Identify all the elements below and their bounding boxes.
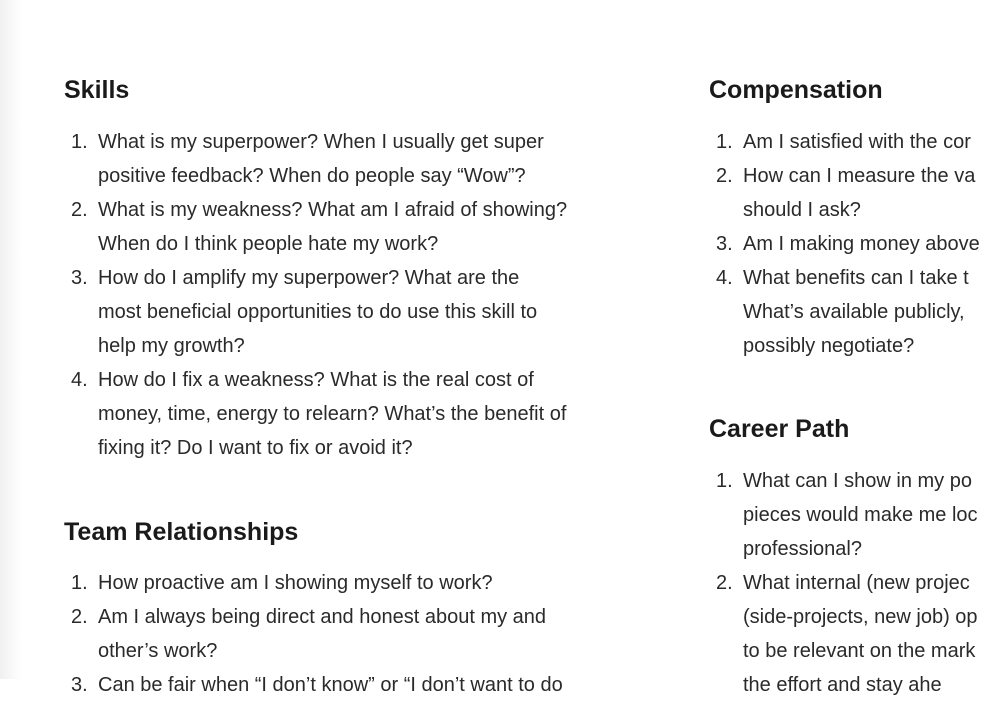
list-number: 3. bbox=[716, 233, 733, 255]
item-text: possibly negotiate? bbox=[743, 335, 915, 357]
list-number: 2. bbox=[71, 199, 88, 221]
item-text: the effort and stay ahe bbox=[743, 674, 942, 696]
list-item bbox=[709, 464, 978, 566]
item-text: (side-projects, new job) op bbox=[743, 606, 978, 628]
item-text: Am I making money above bbox=[743, 233, 980, 255]
list-item bbox=[709, 566, 978, 702]
item-text: How do I amplify my superpower? What are the bbox=[98, 267, 520, 289]
list-number: 3. bbox=[71, 267, 88, 289]
list-number: 4. bbox=[71, 369, 88, 391]
item-text: What is my superpower? When I usually get super bbox=[98, 131, 544, 153]
list-item bbox=[64, 600, 563, 668]
list-item bbox=[64, 363, 567, 465]
list-item bbox=[64, 566, 563, 600]
item-text: Am I always being direct and honest about my and bbox=[98, 606, 547, 628]
item-text: positive feedback? When do people say “Wow”? bbox=[98, 165, 526, 187]
list-number: 4. bbox=[716, 267, 733, 289]
item-text: How do I fix a weakness? What is the real cost of bbox=[98, 369, 534, 391]
list-number: 2. bbox=[716, 572, 733, 594]
item-text: professional? bbox=[743, 538, 862, 560]
section-title-compensation: Compensation bbox=[709, 76, 883, 104]
list-item bbox=[709, 159, 980, 227]
item-text: pieces would make me loc bbox=[743, 504, 978, 526]
team-relationships-list bbox=[64, 566, 563, 702]
item-text: should I ask? bbox=[743, 199, 861, 221]
skills-list bbox=[64, 125, 567, 465]
list-number: 1. bbox=[71, 131, 88, 153]
compensation-list bbox=[709, 125, 980, 363]
section-title-team-relationships: Team Relationships bbox=[64, 518, 299, 546]
list-item bbox=[709, 261, 980, 363]
list-item bbox=[709, 227, 980, 261]
section-title-career-path: Career Path bbox=[709, 415, 850, 443]
item-text: to be relevant on the mark bbox=[743, 640, 976, 662]
list-item bbox=[64, 261, 567, 363]
list-number: 1. bbox=[716, 131, 733, 153]
career-path-list bbox=[709, 464, 978, 702]
item-text: What internal (new projec bbox=[743, 572, 970, 594]
list-number: 1. bbox=[71, 572, 88, 594]
item-text: most beneficial opportunities to do use this skill to bbox=[98, 301, 538, 323]
item-text: What benefits can I take t bbox=[743, 267, 969, 289]
item-text: When do I think people hate my work? bbox=[98, 233, 439, 255]
list-number: 1. bbox=[716, 470, 733, 492]
item-text: help my growth? bbox=[98, 335, 245, 357]
item-text: What can I show in my po bbox=[743, 470, 972, 492]
item-text: Can be fair when “I don’t know” or “I don’t want to do bbox=[98, 674, 563, 696]
item-text: fixing it? Do I want to fix or avoid it? bbox=[98, 437, 413, 459]
item-text: How proactive am I showing myself to work? bbox=[98, 572, 493, 594]
list-item bbox=[709, 125, 980, 159]
list-number: 2. bbox=[716, 165, 733, 187]
item-text: How can I measure the va bbox=[743, 165, 976, 187]
item-text: money, time, energy to relearn? What’s the benefit of bbox=[98, 403, 567, 425]
list-item bbox=[64, 668, 563, 702]
page-edge-shadow bbox=[0, 0, 22, 679]
item-text: What’s available publicly, bbox=[743, 301, 965, 323]
list-item bbox=[64, 125, 567, 193]
item-text: Am I satisfied with the cor bbox=[743, 131, 971, 153]
section-title-skills: Skills bbox=[64, 76, 130, 104]
list-number: 2. bbox=[71, 606, 88, 628]
item-text: other’s work? bbox=[98, 640, 218, 662]
list-item bbox=[64, 193, 567, 261]
item-text: What is my weakness? What am I afraid of showing? bbox=[98, 199, 568, 221]
list-number: 3. bbox=[71, 674, 88, 696]
